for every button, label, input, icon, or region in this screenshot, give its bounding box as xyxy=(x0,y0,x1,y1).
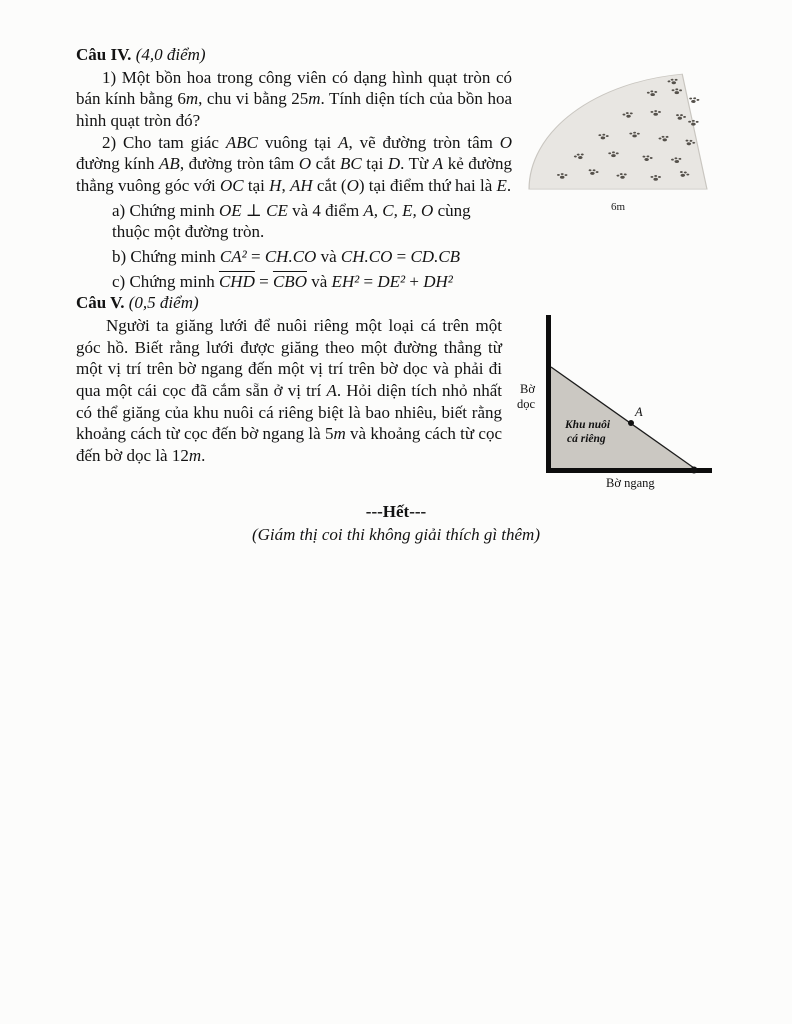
shore-left-label-line1: Bờ xyxy=(520,382,535,397)
cau-4-paragraph-1: 1) Một bồn hoa trong công viên có dạng hình quạt tròn có bán kính bằng 6m, chu vi bằng 25m. Tính diện tích của bồn hoa hình quạt tròn đó? xyxy=(76,67,512,131)
cau-5-label: Câu V. xyxy=(76,293,125,313)
cau-4-points: (4,0 điểm) xyxy=(135,45,206,64)
cau-4-item-b: b) Chứng minh CA² = CH.CO và CH.CO = CD.CB xyxy=(112,247,461,267)
cau-4-label: Câu IV. xyxy=(76,45,132,64)
horizontal-shore-line xyxy=(546,468,712,473)
proctor-note: (Giám thị coi thi không giải thích gì thêm) xyxy=(251,525,540,545)
point-a-label: A xyxy=(635,405,643,420)
shore-bottom-label: Bờ ngang xyxy=(606,476,655,491)
cau-4-heading xyxy=(76,44,716,66)
cau-5-heading xyxy=(76,292,716,314)
section-cau-4 xyxy=(76,44,716,292)
cau-4-item-c: c) Chứng minh $\overline{CHD} = \overline{CBO}$ và EH² = DE² + DH² xyxy=(112,271,453,291)
cau-5-body xyxy=(76,315,716,491)
lake-diagram xyxy=(510,315,716,495)
section-cau-5 xyxy=(76,292,716,491)
stake-point-dot xyxy=(628,420,634,426)
sector-radius-label: 6m xyxy=(610,201,626,214)
sector-figure xyxy=(520,67,716,214)
fish-area-label-line1: Khu nuôi xyxy=(565,419,611,432)
cau-5-points: (0,5 điểm) xyxy=(128,293,199,313)
cau-4-body xyxy=(76,67,716,214)
shore-left-label-line2: dọc xyxy=(517,397,536,412)
lake-figure xyxy=(510,315,716,501)
circular-sector-diagram xyxy=(520,67,716,195)
cau-4-item-a: a) Chứng minh OE ⊥ CE và 4 điểm A, C, E, O cùng thuộc một đường tròn. xyxy=(112,200,471,242)
end-mark: ---Hết--- xyxy=(365,501,427,521)
cau-4-paragraph-2: 2) Cho tam giác ABC vuông tại A, vẽ đường tròn tâm O đường kính AB, đường tròn tâm O cắt BC tại D. Từ A kẻ đường thẳng vuông góc với OC tại H, AH cắt (O) tại điểm thứ hai là E. xyxy=(76,132,512,196)
cau-5-paragraph: Người ta giăng lưới để nuôi riêng một loại cá trên một góc hồ. Biết rằng lưới được giăng theo một đường thẳng từ một vị trí trên bờ ngang đến một vị trí trên bờ dọc và phải đi qua một cái cọc đã cắm sẵn ở vị trí A. Hỏi diện tích nhỏ nhất có thể giăng của khu nuôi cá riêng biệt là bao nhiêu, biết rằng khoảng cách từ cọc đến bờ ngang là 5m và khoảng cách từ cọc đến bờ dọc là 12m. xyxy=(76,316,502,466)
vertical-shore-line xyxy=(546,315,551,473)
fish-area-label-line2: cá riêng xyxy=(567,433,606,446)
corner-dot xyxy=(691,467,698,474)
